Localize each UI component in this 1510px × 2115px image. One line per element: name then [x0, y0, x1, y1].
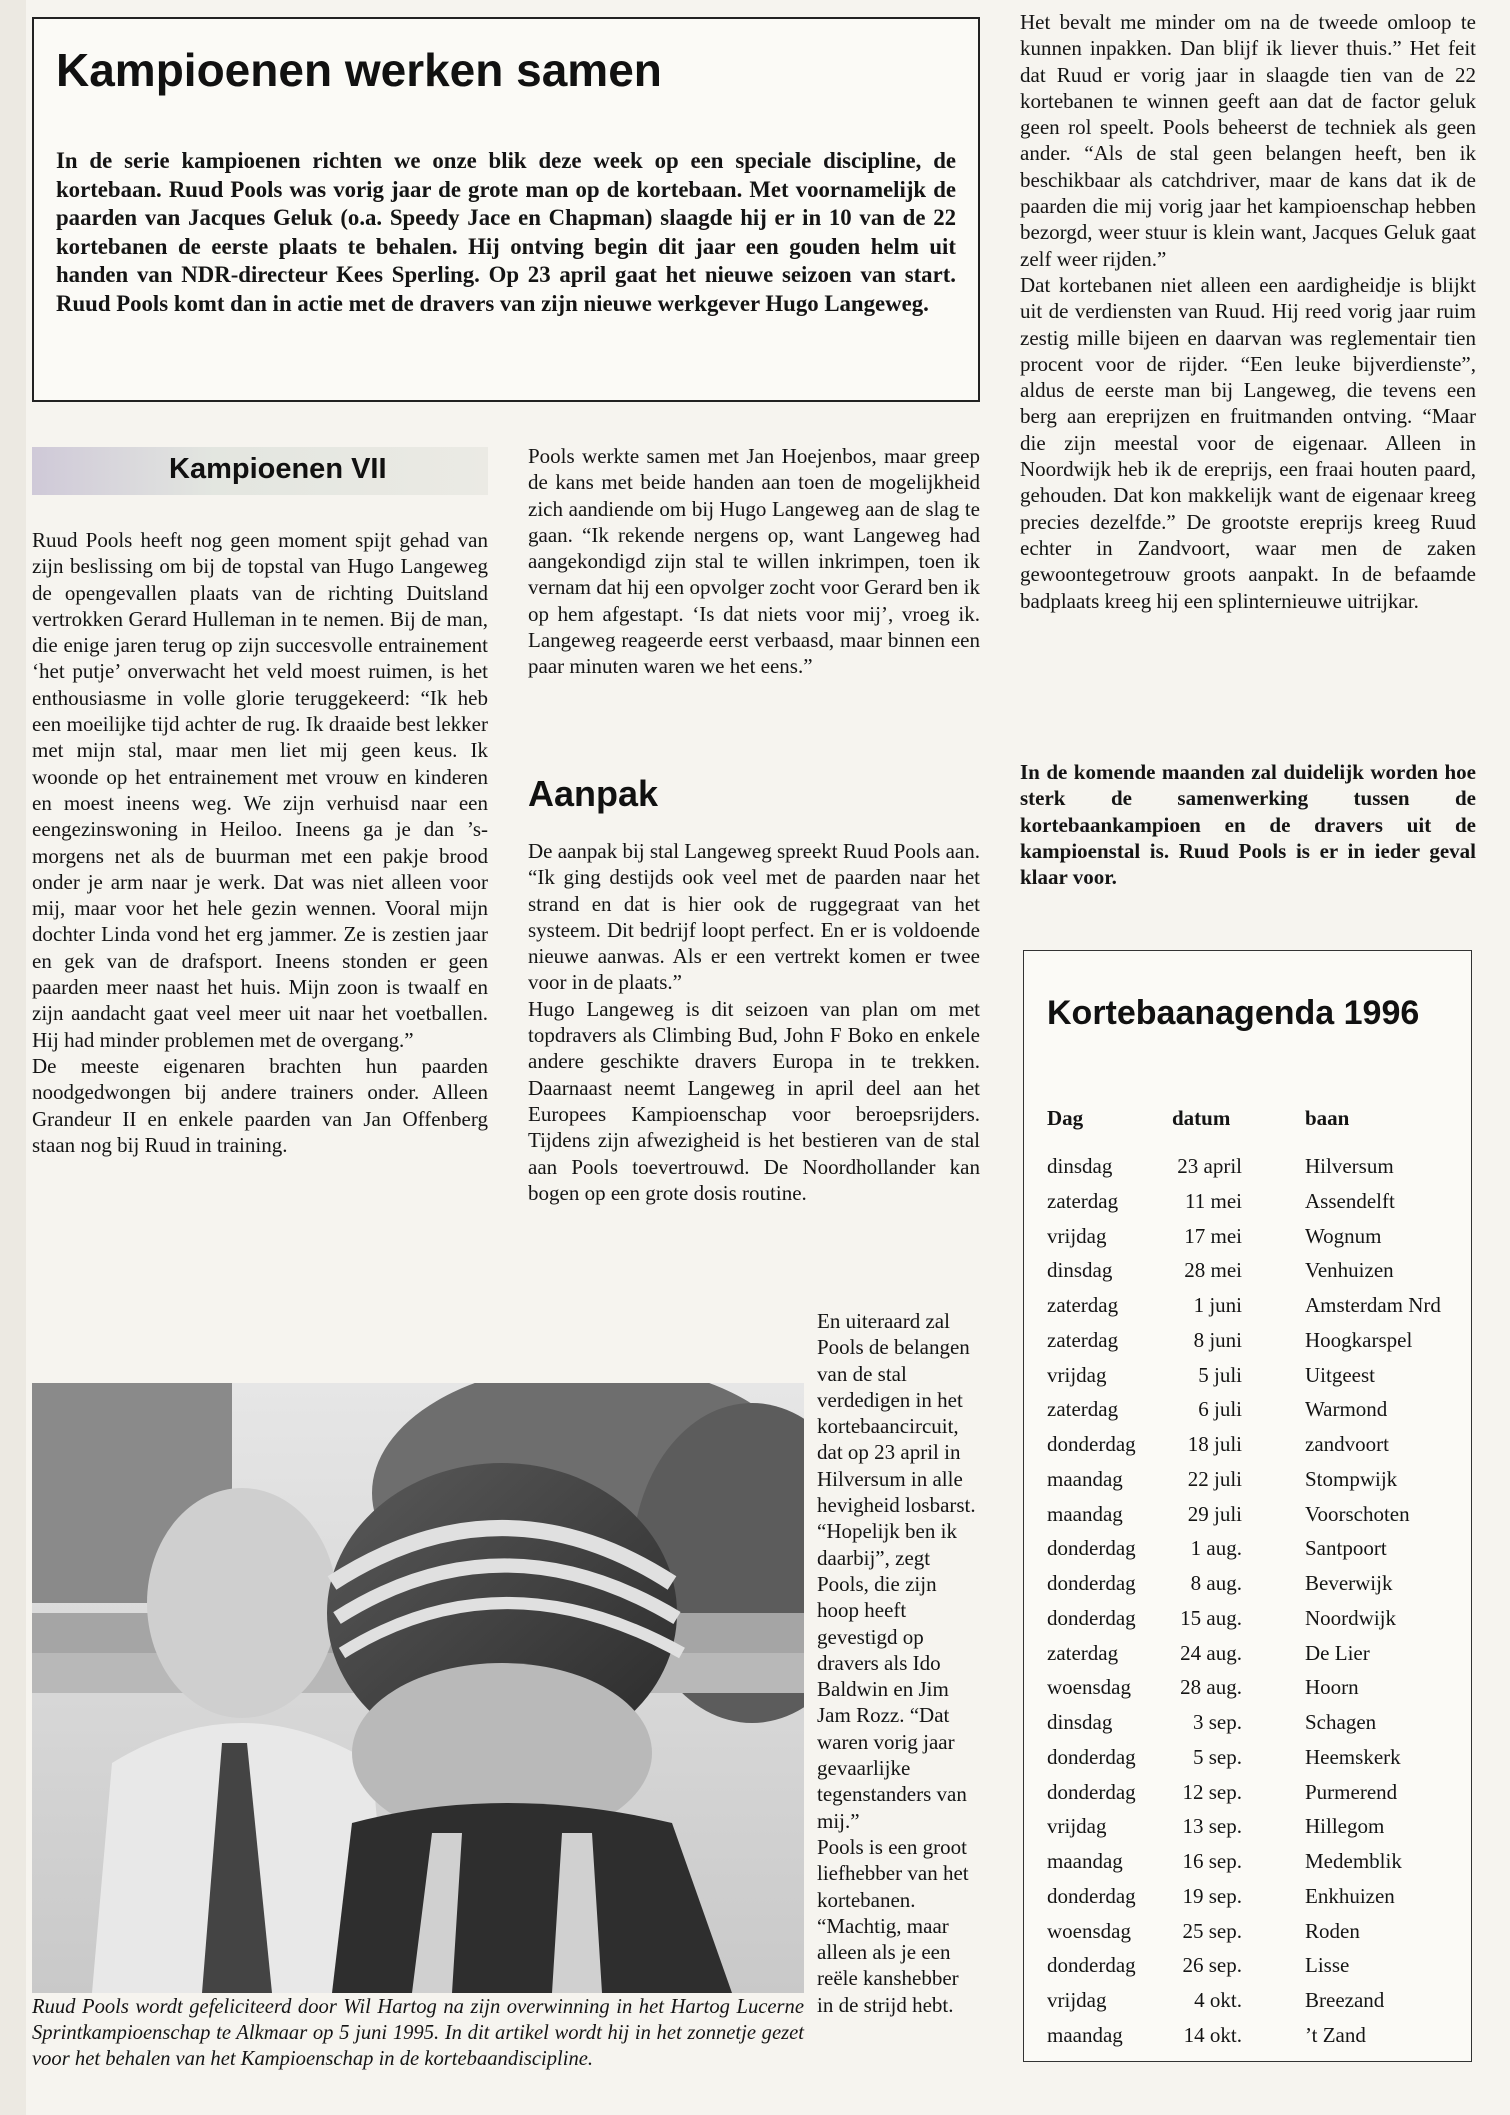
agenda-row: [1047, 1641, 1457, 1676]
agenda-row: [1047, 1988, 1457, 2023]
agenda-datum: 16 sep.: [1182, 1849, 1242, 1873]
agenda-row: [1047, 1397, 1457, 1432]
agenda-datum: 14 okt.: [1183, 2022, 1242, 2047]
agenda-row: [1047, 1849, 1457, 1884]
column-2-aanpak: [528, 838, 980, 1206]
column-3: [1020, 9, 1476, 614]
agenda-datum: 3 sep.: [1193, 1710, 1242, 1734]
section-heading-aanpak: Aanpak: [528, 773, 659, 814]
agenda-row: [1047, 1884, 1457, 1919]
agenda-datum: 11 mei: [1185, 1188, 1242, 1213]
agenda-dag: zaterdag: [1047, 1293, 1119, 1317]
agenda-datum: 15 aug.: [1180, 1605, 1242, 1630]
agenda-row: [1047, 1363, 1457, 1398]
agenda-row: [1047, 1432, 1457, 1467]
agenda-dag: woensdag: [1047, 1918, 1131, 1943]
facing-page-edge: [0, 0, 26, 2115]
agenda-dag: dinsdag: [1047, 1710, 1113, 1734]
agenda-baan: Roden: [1305, 1918, 1360, 1943]
agenda-baan: ’t Zand: [1305, 2022, 1366, 2047]
agenda-dag: dinsdag: [1047, 1258, 1113, 1283]
agenda-baan: Voorschoten: [1305, 1501, 1410, 1526]
agenda-dag: donderdag: [1047, 1744, 1136, 1769]
article-photo: [32, 1383, 804, 1993]
agenda-dag: maandag: [1047, 2022, 1123, 2047]
body-paragraph: Het bevalt me minder om na de tweede omloop te kunnen inpakken. Dan blijf ik liever thuis.” Het feit dat Ruud er vorig jaar in slaagde tien van de 22 kortebanen te winnen geeft aan dat de factor geluk geen rol speelt. Pools beheerst de techniek als geen ander. “Als de stal geen belangen heeft, ben ik beschikbaar als catchdriver, maar de kans dat ik de paarden die mij vorig jaar het kampioenschap hebben bezorgd, weer stuur is klein want, Jacques Geluk gaat zelf weer rijden.”: [1020, 10, 1476, 271]
agenda-baan: Santpoort: [1305, 1536, 1387, 1561]
column-1: [32, 527, 488, 1158]
agenda-datum: 17 mei: [1184, 1223, 1242, 1248]
agenda-row: [1047, 1467, 1457, 1502]
agenda-dag: donderdag: [1047, 1432, 1136, 1456]
agenda-dag: maandag: [1047, 1849, 1123, 1873]
agenda-dag: vrijdag: [1047, 1814, 1107, 1839]
body-paragraph: Ruud Pools heeft nog geen moment spijt gehad van zijn beslissing om bij de topstal van Hugo Langeweg de opengevallen plaats van de richting Duitsland vertrokken Gerard Hulleman in te nemen. Bij de man, die enige jaren terug op zijn succesvolle entrainement ‘het putje’ onverwacht het veld moest ruimen, is het enthousiasme in volle glorie teruggekeerd: “Ik heb een moeilijke tijd achter de rug. Ik draaide best lekker met mijn stal, maar men liet mij geen keus. Ik woonde op het entrainement met vrouw en kinderen en moest ineens weg. We zijn verhuisd naar een eengezinswoning in Heiloo. Ineens ga je dan ’s-morgens net als de buurman met een pakje brood onder je arm naar je werk. Dat was niet alleen voor mij, maar voor het hele gezin wennen. Vooral mijn dochter Linda vond het erg jammer. Ze is zestien jaar en gek van de drafsport. Ineens stonden er geen paarden meer naast het huis. Mijn zoon is twaalf en zijn aandacht gaat veel meer uit naar het voetballen. Hij had minder problemen met de overgang.”: [32, 528, 488, 1052]
agenda-datum: 29 juli: [1187, 1501, 1242, 1526]
agenda-dag: donderdag: [1047, 1536, 1136, 1561]
article-title: Kampioenen werken samen: [56, 44, 662, 96]
agenda-baan: Noordwijk: [1305, 1605, 1396, 1630]
body-paragraph: En uiteraard zal Pools de belangen van de stal verdedigen in het kortebaancircuit, dat op 23 april in Hilversum in alle hevigheid losbarst. “Hopelijk ben ik daarbij”, zegt Pools, die zijn hoop heeft gevestigd op dravers als Ido Baldwin en Jim Jam Rozz. “Dat waren vorig jaar gevaarlijke tegenstanders van mij.”: [817, 1309, 976, 1833]
agenda-row: [1047, 1780, 1457, 1815]
headline-box: [32, 17, 980, 402]
agenda-datum: 25 sep.: [1182, 1918, 1242, 1943]
agenda-dag: vrijdag: [1047, 1362, 1107, 1387]
agenda-baan: Hillegom: [1305, 1814, 1385, 1839]
agenda-header-datum: datum: [1172, 1106, 1231, 1130]
agenda-row: [1047, 1953, 1457, 1988]
agenda-datum: 26 sep.: [1182, 1953, 1242, 1978]
agenda-baan: Stompwijk: [1305, 1466, 1398, 1491]
agenda-dag: donderdag: [1047, 1571, 1136, 1595]
agenda-datum: 1 juni: [1193, 1293, 1242, 1317]
agenda-row: [1047, 1328, 1457, 1363]
agenda-baan: Enkhuizen: [1305, 1883, 1395, 1908]
agenda-dag: donderdag: [1047, 1605, 1136, 1630]
agenda-datum: 5 sep.: [1193, 1744, 1242, 1769]
agenda-row: [1047, 1919, 1457, 1954]
agenda-row: [1047, 1189, 1457, 1224]
agenda-datum: 19 sep.: [1182, 1883, 1242, 1908]
agenda-dag: maandag: [1047, 1466, 1123, 1491]
agenda-table: [1047, 1154, 1457, 2058]
body-paragraph: De meeste eigenaren brachten hun paarden noodgedwongen bij andere trainers onder. Alleen Grandeur II en enkele paarden van Jan Offenberg staan nog bij Ruud in training.: [32, 1053, 488, 1157]
agenda-row: [1047, 2023, 1457, 2058]
agenda-header-row: [1047, 1106, 1457, 1136]
body-paragraph: Hugo Langeweg is dit seizoen van plan om met topdravers als Climbing Bud, John F Boko en enkele andere geschikte dravers Europa in te trekken. Daarnaast neemt Langeweg in april deel aan het Europees Kampioenschap voor beroepsrijders. Tijdens zijn afwezigheid is het bestieren van de stal aan Pools toevertrouwd. De Noordhollander kan bogen op een grote dosis routine.: [528, 996, 980, 1205]
agenda-datum: 1 aug.: [1190, 1536, 1242, 1561]
agenda-title: Kortebaanagenda 1996: [1047, 994, 1420, 1032]
agenda-baan: Beverwijk: [1305, 1571, 1393, 1595]
agenda-datum: 23 april: [1177, 1154, 1242, 1178]
agenda-dag: donderdag: [1047, 1953, 1136, 1978]
agenda-row: [1047, 1814, 1457, 1849]
agenda-baan: Medemblik: [1305, 1849, 1402, 1873]
agenda-dag: vrijdag: [1047, 1988, 1107, 2012]
agenda-datum: 6 juli: [1198, 1397, 1242, 1422]
agenda-datum: 28 aug.: [1180, 1675, 1242, 1700]
agenda-dag: donderdag: [1047, 1779, 1136, 1804]
series-banner: [32, 447, 488, 495]
column-2-narrow: [817, 1308, 979, 2018]
agenda-baan: Hoogkarspel: [1305, 1327, 1413, 1352]
body-paragraph: Pools is een groot liefhebber van het kortebanen. “Machtig, maar alleen als je een reële kanshebber in de strijd hebt.: [817, 1834, 969, 2017]
body-paragraph: In de komende maanden zal duidelijk worden hoe sterk de samenwerking tussen de kortebaankampioen en de dravers uit de kampioenstal is. Ruud Pools is er in ieder geval klaar voor.: [1020, 760, 1476, 890]
agenda-dag: zaterdag: [1047, 1397, 1119, 1422]
agenda-header-baan: baan: [1305, 1106, 1350, 1130]
agenda-datum: 4 okt.: [1194, 1988, 1242, 2012]
agenda-datum: 12 sep.: [1182, 1779, 1242, 1804]
agenda-row: [1047, 1606, 1457, 1641]
agenda-row: [1047, 1745, 1457, 1780]
body-paragraph: Dat kortebanen niet alleen een aardigheidje is blijkt uit de verdiensten van Ruud. Hij reed vorig jaar ruim zestig mille bijeen en daarvan was reglementair tien procent voor de rijder. “Een leuke bijverdienste”, aldus de eerste man bij Langeweg, die tevens een berg aan ereprijzen en fruitmanden ontving. “Maar die zijn meestal voor de eigenaar. Alleen in Noordwijk heb ik de ereprijs, een fraai houten paard, gehouden. Dat kon makkelijk want de eigenaar kreeg precies dezelfde.” De grootste ereprijs kreeg Ruud echter in Zandvoort, waar men de zaken gewoontegetrouw groots aanpakt. In de befaamde badplaats kreeg hij een splinternieuwe uitrijkar.: [1020, 272, 1476, 613]
agenda-dag: maandag: [1047, 1501, 1123, 1526]
agenda-row: [1047, 1536, 1457, 1571]
agenda-datum: 13 sep.: [1182, 1814, 1242, 1839]
agenda-baan: Heemskerk: [1305, 1744, 1401, 1769]
agenda-baan: Breezand: [1305, 1988, 1385, 2012]
agenda-datum: 24 aug.: [1180, 1640, 1242, 1665]
agenda-baan: Assendelft: [1305, 1188, 1395, 1213]
agenda-datum: 8 aug.: [1190, 1571, 1242, 1595]
agenda-baan: Wognum: [1305, 1223, 1382, 1248]
agenda-dag: donderdag: [1047, 1883, 1136, 1908]
agenda-row: [1047, 1258, 1457, 1293]
agenda-baan: Amsterdam Nrd: [1305, 1293, 1441, 1317]
agenda-box: [1023, 950, 1472, 2062]
agenda-row: [1047, 1154, 1457, 1189]
body-paragraph: Pools werkte samen met Jan Hoejenbos, maar greep de kans met beide handen aan toen de mogelijkheid zich aandiende om bij Hugo Langeweg aan de slag te gaan. “Ik rekende nergens op, want Langeweg had aangekondigd zijn stal te willen inkrimpen, toen ik vernam dat hij een opvolger zocht voor Gerard ben ik op hem afgestapt. ‘Is dat niets voor mij’, vroeg ik. Langeweg reageerde eerst verbaasd, maar binnen een paar minuten waren we het eens.”: [528, 444, 980, 679]
agenda-row: [1047, 1675, 1457, 1710]
agenda-datum: 22 juli: [1187, 1466, 1242, 1491]
agenda-dag: vrijdag: [1047, 1223, 1107, 1248]
agenda-row: [1047, 1710, 1457, 1745]
agenda-baan: Venhuizen: [1305, 1258, 1394, 1283]
agenda-baan: zandvoort: [1305, 1432, 1389, 1456]
agenda-baan: De Lier: [1305, 1640, 1370, 1665]
series-title: Kampioenen VII: [169, 453, 387, 485]
article-lead: In de serie kampioenen richten we onze blik deze week op een speciale discipline, de kortebaan. Ruud Pools was vorig jaar de grote man op de kortebaan. Met voornamelijk de paarden van Jacques Geluk (o.a. Speedy Jace en Chapman) slaagde hij er in 10 van de 22 kortebanen de eerste plaats te behalen. Hij ontving begin dit jaar een gouden helm uit handen van NDR-directeur Kees Sperling. Op 23 april gaat het nieuwe seizoen van start. Ruud Pools komt dan in actie met de dravers van zijn nieuwe werkgever Hugo Langeweg.: [56, 148, 956, 316]
agenda-dag: zaterdag: [1047, 1640, 1119, 1665]
agenda-dag: woensdag: [1047, 1675, 1131, 1700]
agenda-baan: Warmond: [1305, 1397, 1388, 1422]
agenda-baan: Purmerend: [1305, 1779, 1398, 1804]
agenda-header-dag: Dag: [1047, 1106, 1084, 1130]
photo-caption: Ruud Pools wordt gefeliciteerd door Wil Hartog na zijn overwinning in het Hartog Lucerne Sprintkampioenschap te Alkmaar op 5 juni 1995. In dit artikel wordt hij in het zonnetje gezet voor het behalen van het Kampioenschap in de kortebaandiscipline.: [32, 1996, 804, 2070]
body-paragraph: De aanpak bij stal Langeweg spreekt Ruud Pools aan. “Ik ging destijds ook veel met de paarden naar het strand en dat is hier ook de ruggegraat van het systeem. Dit bedrijf loopt perfect. En er is voldoende nieuwe aanwas. Als er een vertrekt komen er twee voor in de plaats.”: [528, 839, 980, 995]
agenda-baan: Hilversum: [1305, 1154, 1394, 1178]
agenda-dag: zaterdag: [1047, 1327, 1119, 1352]
agenda-datum: 18 juli: [1187, 1432, 1242, 1456]
agenda-dag: dinsdag: [1047, 1154, 1113, 1178]
agenda-dag: zaterdag: [1047, 1188, 1119, 1213]
agenda-row: [1047, 1224, 1457, 1259]
agenda-baan: Lisse: [1305, 1953, 1350, 1978]
agenda-datum: 28 mei: [1184, 1258, 1242, 1283]
agenda-baan: Uitgeest: [1305, 1362, 1375, 1387]
agenda-row: [1047, 1293, 1457, 1328]
closing-paragraph: [1020, 759, 1476, 890]
agenda-datum: 5 juli: [1198, 1362, 1242, 1387]
agenda-datum: 8 juni: [1193, 1327, 1242, 1352]
column-2: [528, 443, 980, 680]
agenda-row: [1047, 1571, 1457, 1606]
agenda-baan: Hoorn: [1305, 1675, 1359, 1700]
agenda-baan: Schagen: [1305, 1710, 1377, 1734]
agenda-row: [1047, 1502, 1457, 1537]
photo-illustration: [32, 1383, 804, 1993]
